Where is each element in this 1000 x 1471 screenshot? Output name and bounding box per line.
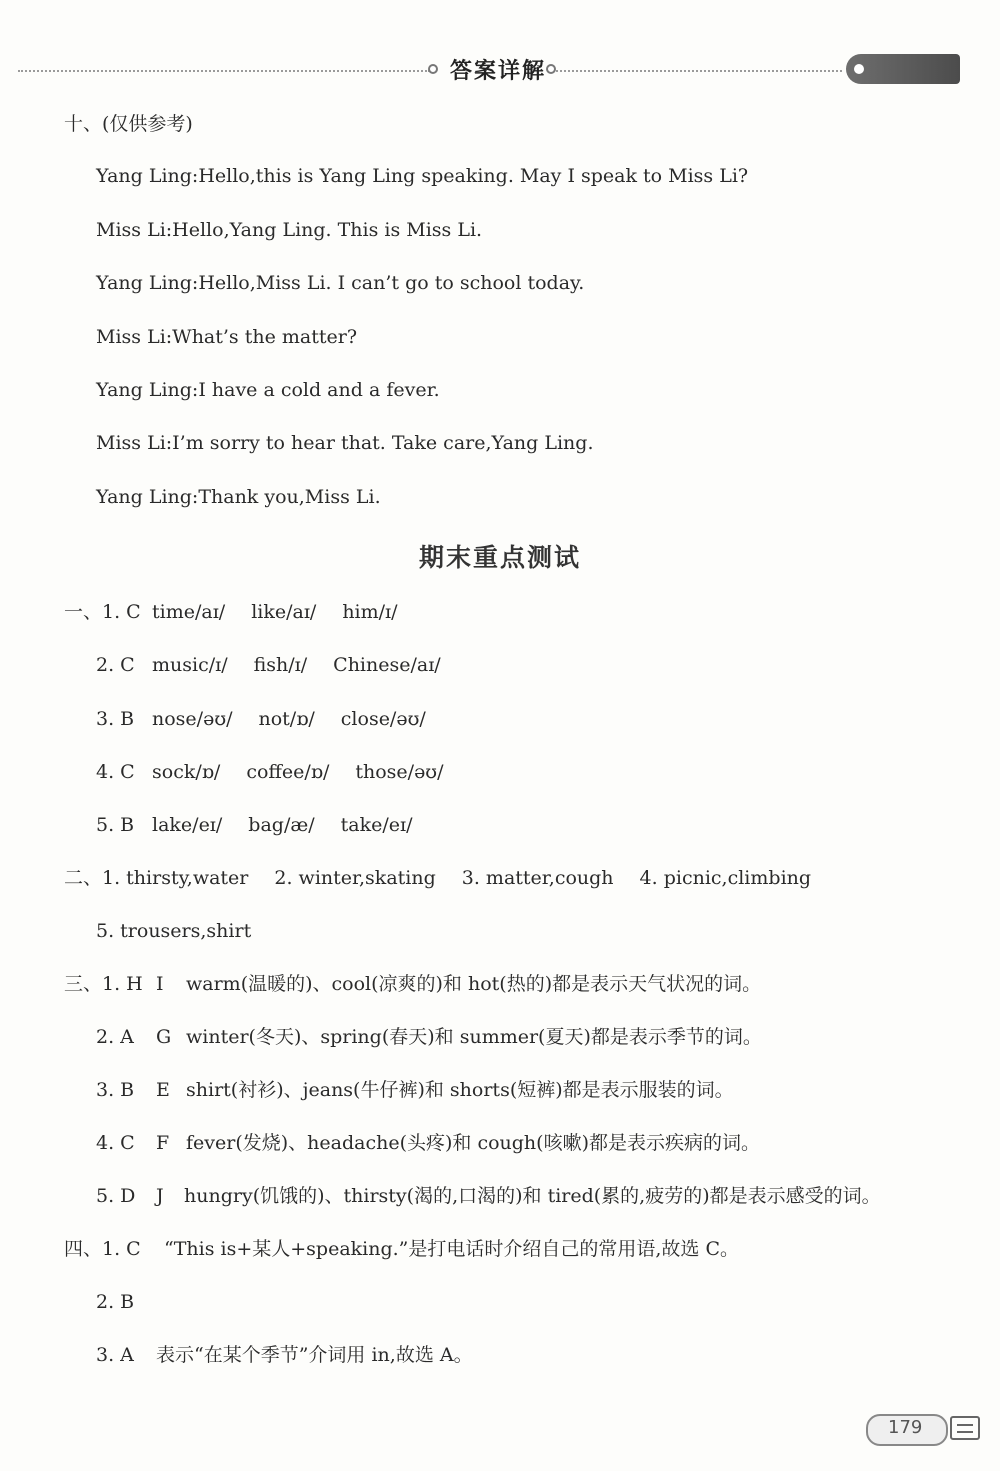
q3-num: 5. D [96,1185,136,1207]
q3-row [64,972,761,996]
q1-word: take/eɪ/ [340,814,413,836]
dialogue-line: Miss Li:I’m sorry to hear that. Take care,Yang Ling. [96,432,594,454]
q1-word: him/ɪ/ [342,601,398,623]
header-tab-icon [846,54,960,84]
q1-word: music/ɪ/ [152,654,228,676]
q1-word: bag/æ/ [248,814,315,836]
book-icon [950,1416,980,1440]
q1-num: 4. C [96,761,135,783]
q1-row [96,653,441,677]
q1-num: 一、1. C [64,601,141,623]
page-number: 179 [888,1417,923,1438]
page-header [0,50,1000,90]
q3-row [96,1078,734,1102]
q1-word: time/aɪ/ [152,601,226,623]
q2-answer: 4. picnic,climbing [639,867,812,889]
q3-answer: E [156,1079,170,1101]
q1-word: sock/ɒ/ [152,761,221,783]
q1-word: like/aɪ/ [251,601,317,623]
q3-answer: G [156,1026,172,1048]
dialogue-line: Miss Li:Hello,Yang Ling. This is Miss Li. [96,219,483,241]
dialogue-line: Yang Ling:Hello,Miss Li. I can’t go to school today. [96,272,585,294]
q3-num: 3. B [96,1079,135,1101]
q3-explanation: warm(温暖的)、cool(凉爽的)和 hot(热的)都是表示天气状况的词。 [186,973,762,995]
q2-row: 5. trousers,shirt [96,920,252,942]
q4-row [64,1237,739,1261]
page-footer [826,1404,986,1450]
q1-num: 5. B [96,814,135,836]
q3-num: 三、1. H [64,973,143,995]
q1-num: 2. C [96,654,135,676]
header-title: 答案详解 [450,58,547,84]
q2-answer: 3. matter,cough [461,867,614,889]
q3-row [96,1131,760,1155]
q2-answer: 2. winter,skating [274,867,436,889]
q3-num: 2. A [96,1026,134,1048]
q4-row [96,1343,473,1367]
q1-word: those/əʊ/ [355,761,444,783]
q2-answer: 二、1. thirsty,water [64,867,249,889]
q3-answer: F [156,1132,170,1154]
q1-row [96,813,412,837]
header-dot-right-icon [546,64,556,74]
q1-word: close/əʊ/ [340,708,426,730]
q4-num: 2. B [96,1291,135,1313]
header-rule-left [18,70,430,72]
header-rule-right [556,70,842,72]
q1-row [64,600,398,624]
q4-row [96,1290,156,1314]
q1-word: coffee/ɒ/ [246,761,330,783]
q3-explanation: fever(发烧)、headache(头疼)和 cough(咳嗽)都是表示疾病的词。 [186,1132,760,1154]
header-dot-left-icon [428,64,438,74]
dialogue-line: Miss Li:What’s the matter? [96,326,358,348]
q3-answer: I [156,973,164,995]
q4-num: 四、1. C [64,1238,141,1260]
dialogue-line: Yang Ling:I have a cold and a fever. [96,379,440,401]
q3-row [96,1184,881,1208]
q4-num: 3. A [96,1344,134,1366]
q3-answer: J [156,1185,164,1207]
dialogue-heading: 十、(仅供参考) [64,113,193,135]
q1-row [96,707,426,731]
dialogue-line: Yang Ling:Hello,this is Yang Ling speaking. May I speak to Miss Li? [96,165,749,187]
q1-row [96,760,444,784]
dialogue-line: Yang Ling:Thank you,Miss Li. [96,486,381,508]
section-title: 期末重点测试 [418,543,581,572]
q3-explanation: hungry(饥饿的)、thirsty(渴的,口渴的)和 tired(累的,疲劳的)都是表示感受的词。 [184,1185,881,1207]
q3-num: 4. C [96,1132,135,1154]
q1-num: 3. B [96,708,135,730]
q3-explanation: shirt(衬衫)、jeans(牛仔裤)和 shorts(短裤)都是表示服装的词。 [186,1079,734,1101]
q1-word: lake/eɪ/ [152,814,223,836]
q1-word: not/ɒ/ [258,708,315,730]
q1-word: fish/ɪ/ [253,654,308,676]
q4-explanation: “This is+某人+speaking.”是打电话时介绍自己的常用语,故选 C。 [164,1238,740,1260]
q4-explanation: 表示“在某个季节”介词用 in,故选 A。 [156,1344,473,1366]
q2-row [64,866,811,890]
q3-explanation: winter(冬天)、spring(春天)和 summer(夏天)都是表示季节的词。 [186,1026,762,1048]
q1-word: nose/əʊ/ [152,708,233,730]
q1-word: Chinese/aɪ/ [333,654,441,676]
q3-row [96,1025,762,1049]
